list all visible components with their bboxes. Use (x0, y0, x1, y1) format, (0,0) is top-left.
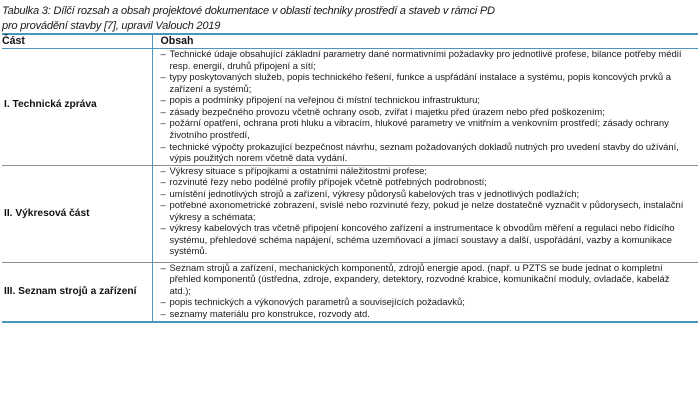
row-part-label-cell (2, 165, 152, 262)
list-item: – popis technických a výkonových parametrů a souvisejících požadavků; (161, 297, 693, 309)
list-item: – umístění jednotlivých strojů a zařízení, výkresy půdorysů kabelových tras v jednotlivých podlažích; (161, 189, 693, 201)
list-item: – požární opatření, ochrana proti hluku a vibracím, hlukové parametry ve vnitřním a venkovním prostředí; zásady ochrany životního prostředí, (161, 118, 693, 141)
row-content-cell (152, 165, 698, 262)
table-row (2, 262, 698, 322)
column-header-part: Část (2, 34, 152, 49)
column-header-content: Obsah (152, 34, 698, 49)
table-row (2, 165, 698, 262)
table-header-row (2, 34, 698, 49)
list-item: – typy poskytovaných služeb, popis technického řešení, funkce a uspřádání instalace a systému, popis koncových prvků a zařízení a systémů; (161, 72, 693, 95)
list-item: – zásady bezpečného provozu včetně ochrany osob, zvířat i majetku před úrazem nebo před poškozením; (161, 107, 693, 119)
row-part-label-cell (2, 262, 152, 322)
list-item: – technické výpočty prokazující bezpečnost návrhu, seznam požadovaných dokladů nutných pro uvedení stavby do užívání, výpis použitých norem včetně data vydání. (161, 142, 693, 165)
content-item-list (161, 263, 693, 321)
table-row (2, 49, 698, 165)
list-item: – potřebné axonometrické zobrazení, svislé nebo rozvinuté řezy, pokud je nelze dostatečně vyznačit v půdorysech, instalační výkresy a schémata; (161, 200, 693, 223)
row-part-label: I. Technická zpráva (4, 99, 97, 111)
caption-line-2: pro provádění stavby [7], upravil Valouch 2019 (2, 19, 221, 32)
documentation-scope-table (2, 33, 698, 322)
list-item: – rozvinuté řezy nebo podélné profily přípojek včetně potřebných podrobností; (161, 177, 693, 189)
content-item-list (161, 49, 693, 164)
row-part-label: II. Výkresová část (4, 207, 90, 219)
list-item: – popis a podmínky připojení na veřejnou či místní technickou infrastrukturu; (161, 95, 693, 107)
row-content-cell (152, 49, 698, 165)
table-body (2, 49, 698, 322)
table-caption (0, 0, 700, 33)
list-item: – seznamy materiálu pro konstrukce, rozvody atd. (161, 309, 693, 321)
list-item: – výkresy kabelových tras včetně připojení koncového zařízení a instrumentace k obvodům měření a regulaci nebo řídicího systému, přehledové schéma napájení, schéma uzemňovací a jímací soustavy a další, uspořádání, vazby a komunikace systémů. (161, 223, 693, 258)
list-item: – Výkresy situace s přípojkami a ostatními náležitostmi profese; (161, 166, 693, 178)
list-item: – Technické údaje obsahující základní parametry dané normativními požadavky pro jednotlivé profese, bilance potřeby médií resp. energií, druhů připojení a sítí; (161, 49, 693, 72)
row-content-cell (152, 262, 698, 322)
row-part-label-cell (2, 49, 152, 165)
content-item-list (161, 166, 693, 258)
row-part-label: III. Seznam strojů a zařízení (4, 285, 137, 297)
caption-line-1: Tabulka 3: Dílčí rozsah a obsah projektové dokumentace v oblasti techniky prostředí a staveb v rámci PD (2, 5, 495, 17)
table-head (2, 34, 698, 49)
list-item: – Seznam strojů a zařízení, mechanických komponentů, zdrojů energie apod. (např. u PZTS se bude jednat o kompletní přehled komponentů (ústředna, zdroje, expandery, detektory, rozvodné krabice, komunikační moduly, ovladače, kabeláž atd.); (161, 263, 693, 298)
